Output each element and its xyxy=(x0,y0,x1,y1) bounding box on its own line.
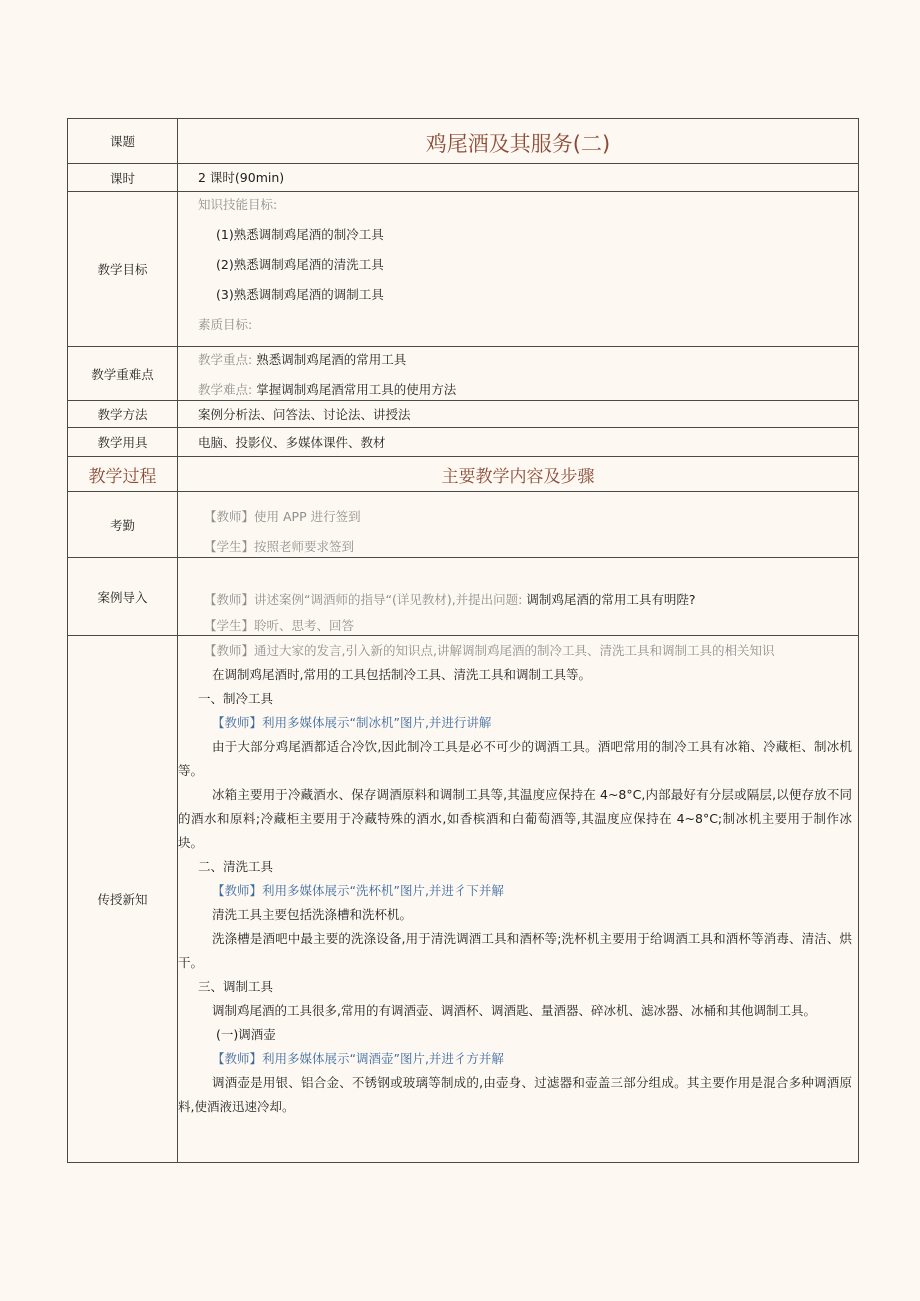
sub1-teacher: 【教师】利用多媒体展示“调酒壶”图片,并进彳方并解 xyxy=(212,1051,504,1066)
objective-item: (3)熟悉调制鸡尾酒的调制工具 xyxy=(216,287,384,302)
row-methods xyxy=(68,401,858,428)
intro-teacher: 【教师】通过大家的发言,引入新的知识点,讲解调制鸡尾酒的制冷工具、清洗工具和调制工具的相关知识 xyxy=(204,643,775,658)
difficulty-text: 掌握调制鸡尾酒常用工具的使用方法 xyxy=(256,382,457,397)
section3-title: 三、调制工具 xyxy=(198,979,274,994)
tools-value: 电脑、投影仪、多媒体课件、教材 xyxy=(198,435,386,450)
hours-label: 课时 xyxy=(68,164,178,191)
knowledge-heading: 知识技能目标: xyxy=(198,197,278,212)
course-label: 课题 xyxy=(68,119,178,163)
case-intro-label: 案例导入 xyxy=(68,558,178,635)
section1-title: 一、制冷工具 xyxy=(198,691,274,706)
row-attendance xyxy=(68,492,858,558)
row-key-points xyxy=(68,347,858,401)
course-title: 鸡尾酒及其服务(二) xyxy=(425,132,611,156)
attendance-label: 考勤 xyxy=(68,492,178,557)
difficulty-prefix: 教学难点: xyxy=(198,382,253,397)
process-content-header: 主要教学内容及步骤 xyxy=(441,466,595,487)
row-new-knowledge xyxy=(68,636,858,1162)
attendance-teacher: 【教师】使用 APP 进行签到 xyxy=(204,509,361,524)
section3-p1: 调制鸡尾酒的工具很多,常用的有调酒壶、调酒杯、调酒匙、量酒器、碎冰机、滤冰器、冰桶和其他调制工具。 xyxy=(212,1003,816,1018)
tools-label: 教学用具 xyxy=(68,428,178,456)
row-tools xyxy=(68,428,858,457)
case-student: 【学生】聆听、思考、回答 xyxy=(204,618,355,633)
objectives-label: 教学目标 xyxy=(68,192,178,346)
section1-p1: 由于大部分鸡尾酒都适合冷饮,因此制冷工具是必不可少的调酒工具。酒吧常用的制冷工具有冰箱、冷藏柜、制冰机等。 xyxy=(178,739,852,778)
section2-p2: 洗涤槽是酒吧中最主要的洗涤设备,用于清洗调酒工具和酒杯等;洗杯机主要用于给调酒工具和酒杯等消毒、清洁、烘干。 xyxy=(178,931,852,970)
section1-teacher: 【教师】利用多媒体展示“制冰机”图片,并进行讲解 xyxy=(212,715,492,730)
quality-heading: 素质目标: xyxy=(198,317,253,332)
row-objectives xyxy=(68,192,858,347)
focus-text: 熟悉调制鸡尾酒的常用工具 xyxy=(256,352,407,367)
case-teacher-line xyxy=(204,592,696,608)
key-points-label: 教学重难点 xyxy=(68,347,178,400)
section2-teacher: 【教师】利用多媒体展示“洗杯机”图片,并进彳下并解 xyxy=(212,883,504,898)
row-course xyxy=(68,119,858,164)
section1-p2: 冰箱主要用于冷藏酒水、保存调酒原料和调制工具等,其温度应保持在 4~8°C,内部最好有分层或隔层,以便存放不同的酒水和原料;冷藏柜主要用于冷藏特殊的酒水,如香槟酒和白葡萄酒等,其温度应保持在 4~8°C;制冰机主要用于制作冰块。 xyxy=(178,787,852,850)
new-knowledge-label: 传授新知 xyxy=(68,636,178,1162)
case-teacher-prefix: 【教师】讲述案例“调酒师的指导“(详见教材),并提出问题: xyxy=(204,592,523,607)
focus-line xyxy=(198,352,406,368)
sub1-title: (一)调酒壶 xyxy=(216,1027,276,1042)
row-process-header xyxy=(68,457,858,492)
intro-text: 在调制鸡尾酒时,常用的工具包括制冷工具、清洗工具和调制工具等。 xyxy=(212,667,591,682)
process-label: 教学过程 xyxy=(68,457,178,491)
case-teacher-question: 调制鸡尾酒的常用工具有明陛? xyxy=(526,592,696,607)
row-hours xyxy=(68,164,858,192)
sub1-p1: 调酒壶是用银、铝合金、不锈钢或玻璃等制成的,由壶身、过滤器和壶盖三部分组成。其主要作用是混合多种调酒原料,使酒液迅速冷却。 xyxy=(178,1075,852,1114)
lesson-plan-table xyxy=(67,118,859,1163)
section2-p1: 清洗工具主要包括洗涤槽和洗杯机。 xyxy=(212,907,413,922)
methods-label: 教学方法 xyxy=(68,401,178,427)
focus-prefix: 教学重点: xyxy=(198,352,253,367)
objective-item: (2)熟悉调制鸡尾酒的清洗工具 xyxy=(216,257,384,272)
difficulty-line xyxy=(198,382,456,398)
hours-value: 2 课时(90min) xyxy=(198,170,285,185)
attendance-student: 【学生】按照老师要求签到 xyxy=(204,539,355,554)
objective-item: (1)熟悉调制鸡尾酒的制冷工具 xyxy=(216,227,384,242)
methods-value: 案例分析法、问答法、讨论法、讲授法 xyxy=(198,407,411,422)
section2-title: 二、清洗工具 xyxy=(198,859,274,874)
row-case-intro xyxy=(68,558,858,636)
